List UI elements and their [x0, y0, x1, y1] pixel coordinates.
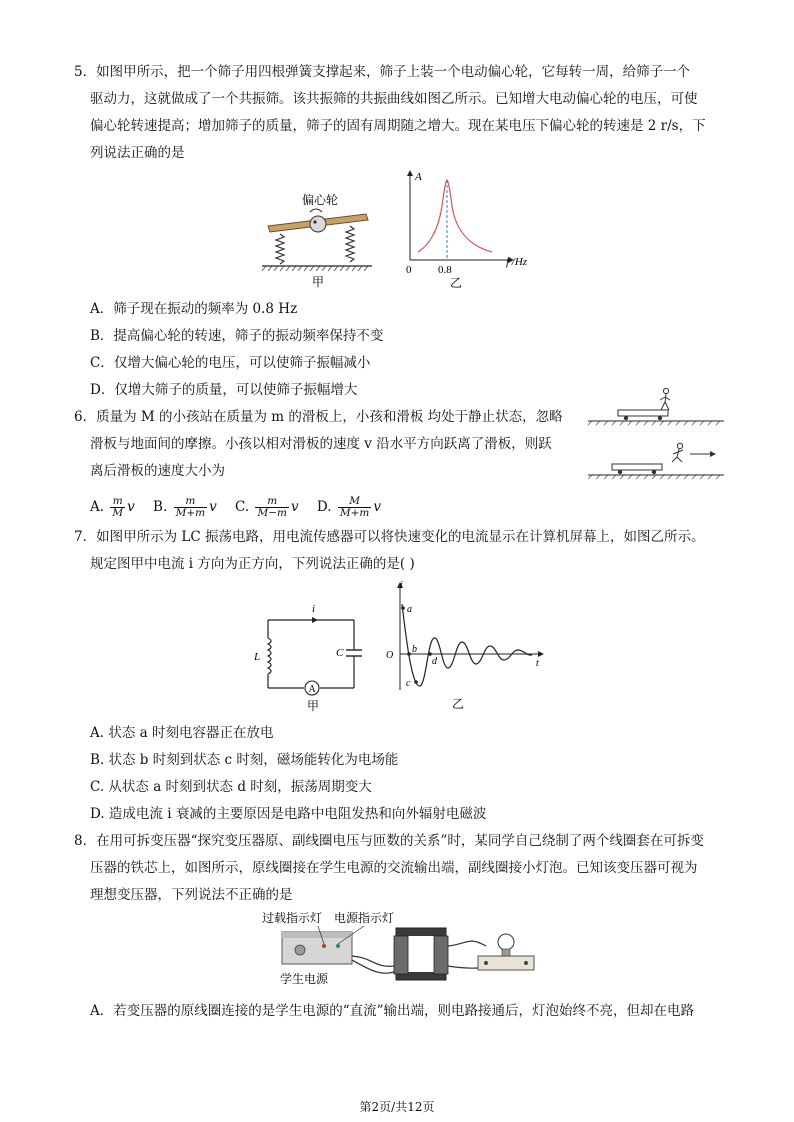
capacitor-label: C	[336, 647, 344, 659]
q6-option-d-label: D.	[316, 499, 332, 515]
resonance-curve	[418, 180, 492, 252]
axis-y-label: A	[415, 171, 422, 183]
transformer-figure	[254, 906, 550, 990]
q5-option-a: A．筛子现在振动的频率为 0.8 Hz	[90, 301, 298, 317]
q6-line-2: 滑板与地面间的摩擦。小孩以相对滑板的速度 v 沿水平方向跃离了滑板，则跃	[90, 436, 552, 452]
lc-circuit-jia	[250, 598, 374, 714]
q6-option-c-den: M−m	[257, 507, 287, 519]
peak-tick-label: 0.8	[438, 264, 452, 276]
arrow-right-icon	[710, 451, 716, 457]
q6-option-b-label: B.	[153, 499, 168, 515]
q7-option-a: A. 状态 a 时刻电容器正在放电	[90, 725, 274, 741]
q6-option-d-fraction	[338, 496, 372, 519]
q7-line-2: 规定图甲中电流 i 方向为正方向，下列说法正确的是( )	[90, 556, 415, 572]
q7-line-1: 7．如图甲所示为 LC 振荡电路，用电流传感器可以将快速变化的电流显示在计算机屏幕上，如图乙所示。	[74, 529, 705, 545]
q8-line-2: 压器的铁芯上，如图所示，原线圈接在学生电源的交流输出端，副线圈接小灯泡。已知该变压器可视为	[90, 860, 698, 876]
q6-line-3: 离后滑板的速度大小为	[90, 463, 225, 479]
q5-option-c: C．仅增大偏心轮的电压，可以使筛子振幅减小	[90, 355, 371, 371]
point-d-label: d	[432, 656, 437, 667]
point-c	[414, 680, 418, 684]
q8-line-3: 理想变压器，下列说法不正确的是	[90, 887, 293, 903]
point-a	[401, 606, 405, 610]
q6-option-a-den: M	[112, 507, 124, 519]
q5-line-3: 偏心轮转速提高；增加筛子的质量，筛子的固有周期随之增大。现在某电压下偏心轮的转速是 2 r/s，下	[90, 118, 706, 134]
point-a-label: a	[407, 604, 412, 615]
inductor-coil	[268, 638, 271, 674]
skateboard-figure	[586, 384, 726, 484]
q6-option-a-num: m	[110, 496, 125, 508]
q6-line-1: 6．质量为 M 的小孩站在质量为 m 的滑板上，小孩和滑板 均处于静止状态，忽略	[74, 409, 563, 425]
q6-option-b-v: v	[209, 499, 217, 515]
light-bulb-icon	[498, 934, 514, 950]
q6-option-d-v: v	[373, 499, 381, 515]
q6-option-b-den: M+m	[175, 507, 206, 519]
q7-option-c: C. 从状态 a 时刻到状态 d 时刻，振荡周期变大	[90, 779, 372, 795]
q5-option-d: D．仅增大筛子的质量，可以使筛子振幅增大	[90, 382, 358, 398]
ammeter-label: A	[308, 684, 316, 695]
q8-option-a: A．若变压器的原线圈连接的是学生电源的“直流”输出端，则电路接通后，灯泡始终不亮，但却在电路	[90, 1003, 695, 1019]
child-jumping	[677, 443, 682, 448]
power-lamp-icon	[336, 944, 340, 948]
overload-indicator-label: 过载指示灯	[262, 911, 323, 925]
inductor-label: L	[254, 651, 261, 663]
eccentric-wheel-label: 偏心轮	[302, 193, 339, 207]
q7-option-d: D. 造成电流 i 衰减的主要原因是电路中电阻发热和向外辐射电磁波	[90, 806, 487, 822]
origin-label: 0	[406, 264, 412, 276]
q7-option-b: B. 状态 b 时刻到状态 c 时刻，磁场能转化为电场能	[90, 752, 399, 768]
knob-icon	[295, 945, 305, 955]
secondary-coil	[434, 936, 448, 974]
graph-caption: 乙	[452, 697, 465, 711]
overload-lamp-icon	[322, 944, 326, 948]
point-b-label: b	[412, 644, 417, 655]
q5-line-4: 列说法正确的是	[90, 145, 185, 161]
fig-jia-caption: 甲	[312, 275, 325, 289]
primary-coil	[394, 936, 408, 974]
q6-option-c-v: v	[290, 499, 299, 515]
q6-option-c-num: m	[255, 496, 289, 508]
q6-options	[90, 494, 381, 520]
q6-option-b-fraction	[174, 496, 208, 519]
skateboard-after	[612, 464, 662, 470]
point-c-label: c	[406, 678, 411, 689]
q6-option-c-label: C.	[235, 499, 250, 515]
q6-option-a-fraction	[110, 496, 125, 519]
student-power-supply-label: 学生电源	[280, 972, 329, 986]
child-standing	[663, 388, 668, 393]
q8-line-1: 8．在用可拆变压器“探究变压器原、副线圈电压与匝数的关系”时，某同学自己绕制了两个线圈套在可拆变	[74, 833, 704, 849]
q6-option-b-num: m	[174, 496, 208, 508]
current-time-graph-yi	[378, 578, 548, 714]
resonance-curve-yi	[396, 166, 536, 290]
circuit-caption: 甲	[307, 699, 320, 713]
graph-y-label: i	[400, 580, 403, 591]
q6-option-c	[235, 495, 303, 519]
graph-x-label: t	[536, 658, 539, 669]
q5-line-2: 驱动力，这就做成了一个共振筛。该共振筛的共振曲线如图乙所示。已知增大电动偏心轮的电压，可使	[90, 91, 698, 107]
circuit-current-label: i	[312, 603, 316, 615]
q6-option-d-num: M	[338, 496, 372, 508]
q6-option-a-v: v	[127, 499, 135, 515]
eccentric-wheel	[310, 216, 326, 232]
q5-option-b: B．提高偏心轮的转速，筛子的振动频率保持不变	[90, 328, 384, 344]
q5-line-1: 5．如图甲所示，把一个筛子用四根弹簧支撑起来，筛子上装一个电动偏心轮，它每转一周，给筛子一个	[74, 64, 691, 80]
q6-option-a	[90, 495, 139, 519]
spring-right	[346, 226, 354, 262]
q6-option-d-den: M+m	[339, 507, 370, 519]
point-b	[407, 652, 411, 656]
axis-x-label: f /Hz	[506, 256, 528, 268]
spring-left	[276, 234, 284, 264]
damped-oscillation-curve	[402, 604, 532, 686]
page-footer: 第2页/共12页	[359, 1100, 435, 1114]
q6-option-a-label: A.	[90, 499, 105, 515]
skateboard-before	[618, 410, 668, 416]
power-indicator-label: 电源指示灯	[334, 911, 395, 925]
graph-origin-label: O	[386, 650, 394, 661]
q6-option-b	[153, 495, 221, 519]
sieve-figure-jia	[258, 186, 378, 290]
fig-yi-caption: 乙	[450, 276, 463, 290]
q6-option-d	[316, 495, 381, 519]
q6-option-c-fraction	[255, 496, 289, 519]
